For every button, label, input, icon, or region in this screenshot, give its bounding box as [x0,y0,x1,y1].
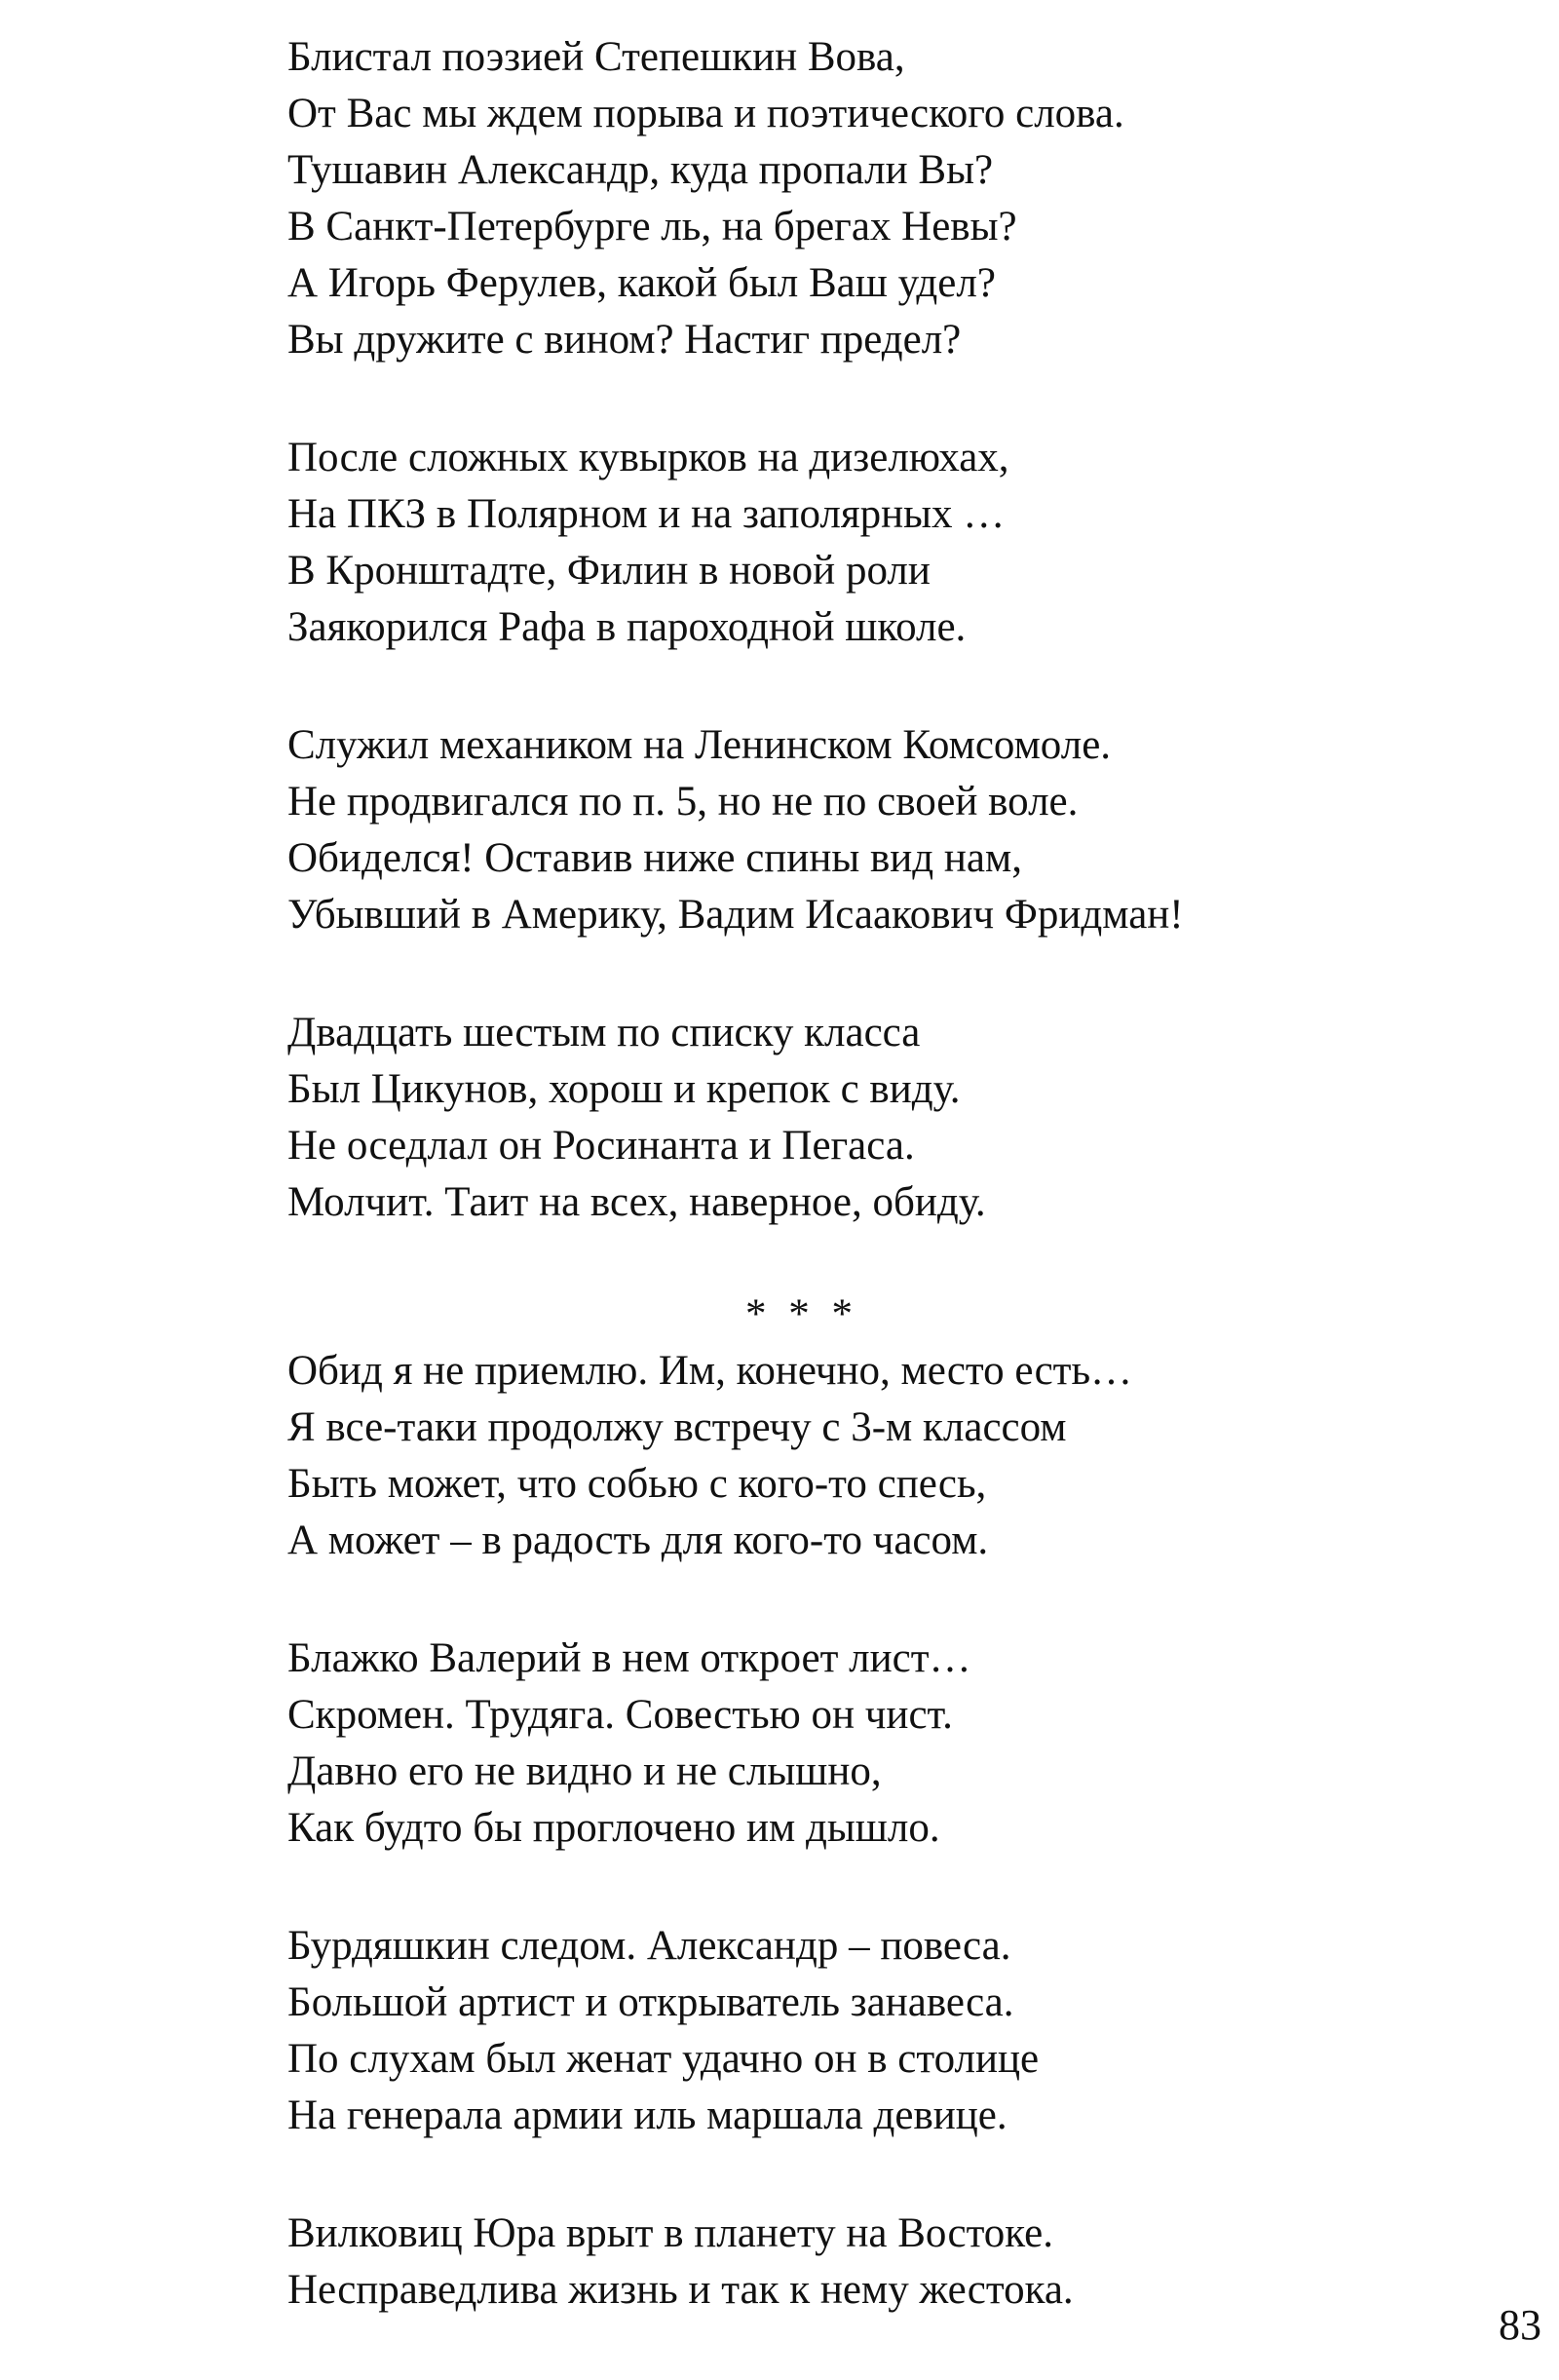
stanza [287,29,1457,368]
poem-line: Я все-таки продолжу встречу с 3-м классом [287,1404,1067,1450]
poem-line: Вилковиц Юра врыт в планету на Востоке. [287,2210,1053,2256]
poem-line: Заякорился Рафа в пароходной школе. [287,604,967,650]
poem-line: Блажко Валерий в нем откроет лист… [287,1635,971,1681]
poem-line: Убывший в Америку, Вадим Исаакович Фридман! [287,892,1184,938]
stanza [287,1631,1457,1857]
poem-line: От Вас мы ждем порыва и поэтического слова. [287,91,1124,136]
stanza [287,1343,1457,1569]
poem-line: Двадцать шестым по списку класса [287,1010,921,1056]
poem-body [287,29,1457,2380]
poem-line: После сложных кувырков на дизелюхах, [287,435,1009,480]
poem-line: В Санкт-Петербурге ль, на брегах Невы? [287,204,1017,250]
poem-line: Бурдяшкин следом. Александр – повеса. [287,1923,1011,1969]
poem-line: Как будто бы проглочено им дышло. [287,1805,940,1851]
poem-line: В Кронштадте, Филин в новой роли [287,548,931,594]
poem-part-before-separator [287,29,1457,1231]
stanza [287,2206,1457,2319]
poem-line: Не оседлал он Росинанта и Пегаса. [287,1123,915,1169]
poem-line: Давно его не видно и не слышно, [287,1748,882,1794]
stanza [287,1005,1457,1231]
poem-line: Несправедлива жизнь и так к нему жестока. [287,2267,1074,2313]
poem-line: На генерала армии иль маршала девице. [287,2092,1008,2138]
poem-line: Тушавин Александр, куда пропали Вы? [287,147,994,193]
poem-line: А может – в радость для кого-то часом. [287,1517,989,1563]
stanza [287,430,1457,656]
poem-line: По слухам был женат удачно он в столице [287,2036,1040,2082]
poem-part-after-separator [287,1343,1457,2319]
stanza [287,1918,1457,2144]
poem-line: Скромен. Трудяга. Совестью он чист. [287,1692,953,1738]
poem-line: Был Цикунов, хорош и крепок с виду. [287,1066,961,1112]
poem-line: Большой артист и открыватель занавеса. [287,1979,1014,2025]
poem-line: Служил механиком на Ленинском Комсомоле. [287,722,1112,768]
poem-line: Не продвигался по п. 5, но не по своей воле. [287,779,1079,825]
poem-line: Молчит. Таит на всех, наверное, обиду. [287,1179,986,1225]
poem-line: На ПКЗ в Полярном и на заполярных … [287,491,1006,537]
poem-line: Блистал поэзией Степешкин Вова, [287,34,905,80]
poem-line: Быть может, что собью с кого-то спесь, [287,1461,987,1507]
stanza [287,717,1457,943]
poem-line: Обиделся! Оставив ниже спины вид нам, [287,835,1022,881]
section-separator: * * * [745,1291,858,1337]
poem-line: Вы дружите с вином? Настиг предел? [287,317,962,363]
page-number: 83 [1499,2301,1541,2349]
poem-line: Обид я не приемлю. Им, конечно, место есть… [287,1348,1133,1394]
poem-line: А Игорь Ферулев, какой был Ваш удел? [287,260,996,306]
